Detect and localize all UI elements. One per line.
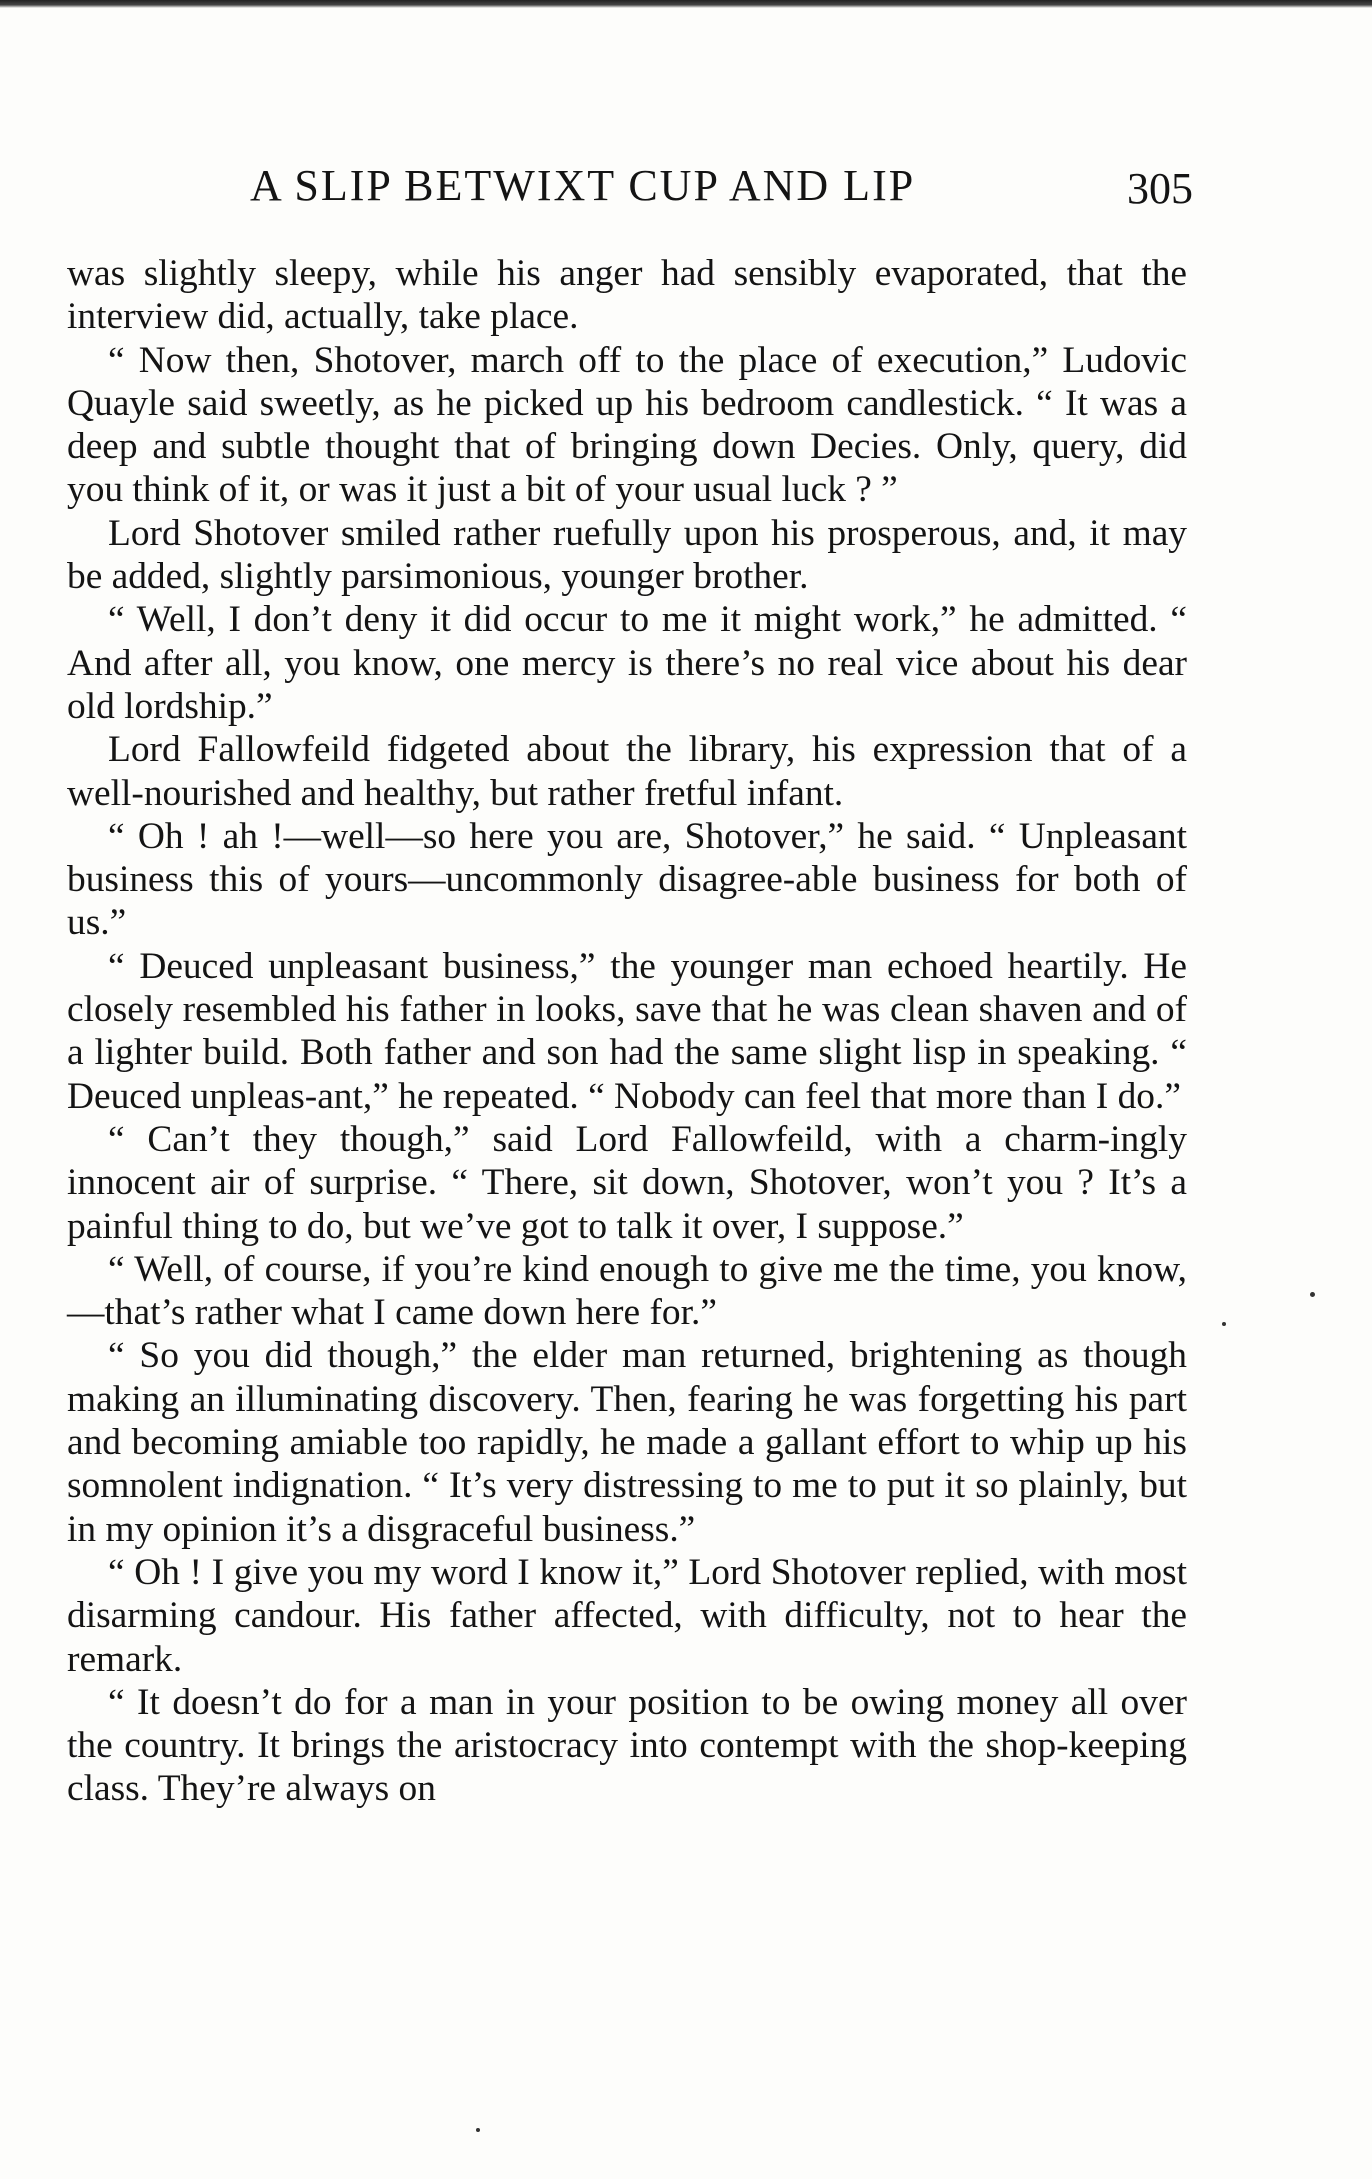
page-number: 305: [1127, 164, 1193, 213]
page-top-edge: [0, 0, 1372, 8]
paragraph: “ Well, I don’t deny it did occur to me it might work,” he admitted. “ And after all, you know, one mercy is there’s no real vice about his dear old lordship.”: [67, 599, 1187, 727]
paragraph: “ It doesn’t do for a man in your position to be owing money all over the country. It brings the aristocracy into contempt with the shop-keeping class. They’re always on: [67, 1681, 1187, 1810]
paragraph: Lord Fallowfeild fidgeted about the library, his expression that of a well-nourished and healthy, but rather fretful infant.: [67, 729, 1187, 814]
ink-speck: [1310, 1292, 1315, 1297]
paragraph: “ Deuced unpleasant business,” the younger man echoed heartily. He closely resembled his father in looks, save that he was clean shaven and of a lighter build. Both father and son had the same slight lisp in speaking. “ Deuced unpleas-ant,” he repeated. “ Nobody can feel that more than I do.”: [67, 945, 1187, 1117]
paragraph: “ Well, of course, if you’re kind enough to give me the time, you know,—that’s rather what I came down here for.”: [67, 1248, 1187, 1334]
paragraph: “ Oh ! ah !—well—so here you are, Shotover,” he said. “ Unpleasant business this of yours—uncommonly disagree-able business for both of us.”: [67, 815, 1187, 944]
paragraph: “ Oh ! I give you my word I know it,” Lord Shotover replied, with most disarming candour. His father affected, with difficulty, not to hear the remark.: [67, 1551, 1187, 1680]
paragraph: “ Now then, Shotover, march off to the place of execution,” Ludovic Quayle said sweetly, as he picked up his bedroom candlestick. “ It was a deep and subtle thought that of bringing down Decies. Only, query, did you think of it, or was it just a bit of your usual luck ? ”: [67, 339, 1187, 511]
running-head-title: A SLIP BETWIXT CUP AND LIP: [250, 161, 916, 210]
paragraph: Lord Shotover smiled rather ruefully upon his prosperous, and, it may be added, slightly parsimonious, younger brother.: [67, 512, 1187, 598]
ink-speck: [1222, 1322, 1226, 1326]
paragraph: was slightly sleepy, while his anger had sensibly evaporated, that the interview did, actually, take place.: [67, 253, 1187, 338]
paragraph: “ Can’t they though,” said Lord Fallowfeild, with a charm-ingly innocent air of surprise. “ There, sit down, Shotover, won’t you ? It’s a painful thing to do, but we’ve got to talk it over, I suppose.”: [67, 1118, 1187, 1247]
body-text: [67, 252, 1187, 1811]
ink-speck: [476, 2128, 480, 2132]
paragraph: “ So you did though,” the elder man returned, brightening as though making an illuminating discovery. Then, fearing he was forgetting his part and becoming amiable too rapidly, he made a gallant effort to whip up his somnolent indignation. “ It’s very distressing to me to put it so plainly, but in my opinion it’s a disgraceful business.”: [67, 1335, 1187, 1550]
